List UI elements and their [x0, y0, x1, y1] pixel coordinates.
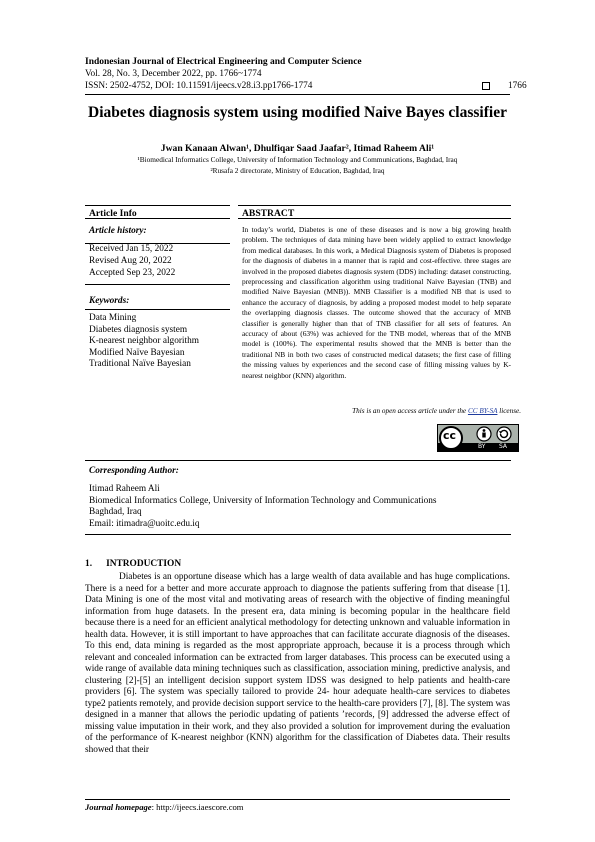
journal-homepage — [85, 802, 244, 812]
cc-by-sa-link[interactable]: CC BY-SA — [467, 407, 498, 415]
history-bottom-rule — [85, 284, 230, 285]
license-note — [242, 407, 521, 415]
keywords-rule — [85, 309, 230, 310]
volume-info: Vol. 28, No. 3, December 2022, pp. 1766~1774 — [85, 69, 262, 79]
revised-date: Revised Aug 20, 2022 — [89, 256, 172, 266]
corresponding-email: Email: itimadra@uoitc.edu.iq — [89, 518, 200, 529]
license-prefix: This is an open access article under the — [352, 407, 468, 415]
affiliation-2: ²Rusafa 2 directorate, Ministry of Education, Baghdad, Iraq — [210, 166, 385, 175]
abstract-top-rule — [238, 205, 511, 206]
corresponding-city: Baghdad, Iraq — [89, 507, 142, 517]
affiliation-1: ¹Biomedical Informatics College, University of Information Technology and Communications, Baghdad, Iraq — [137, 155, 458, 164]
homepage-label: Journal homepage — [85, 802, 152, 812]
introduction-text: Diabetes is an opportune disease which has a large wealth of data available and has huge complications. There is a need for a better and more accurate approach to diagnose the patients suffering from that disease [1]. Data Mining is one of the most vital and motivating areas of research with the objective of finding meaningful information from huge datasets. In the present era, data mining is becoming popular in the healthcare field because there is a need for an efficient analytical methodology for detecting unknown and valuable information in health data. However, it is still important to have approaches that can facilitate accurate diagnosis of the diseases. To this end, data mining is regarded as the most appropriate approach, because it is a process through which relevant and concealed information can be extracted from larger databases. This process can be executed using a wide range of available data mining techniques such as classification, association mining, predictive analysis, and clustering [2]-[5] an intelligent decision support system IDSS was designed to help patients and health-care providers [6]. The system was specially tailored to provide 24- hour adequate health-care services to diabetes type2 patients remotely, and provide decision support service to the health-care providers [7], [8]. The system was designed in a manner that allows the periodic updating of patients ’records, [9] addressed the adverse effect of missing value imputation in their work, and they also provided a solution for improvement during the evaluation of the performance of K-nearest neighbor (KNN) algorithm for the classification of Diabetes data. Their results showed that their — [85, 572, 510, 755]
keyword-item: Traditional Naïve Bayesian — [89, 359, 191, 369]
article-info-heading: Article Info — [89, 208, 137, 219]
paper-title: Diabetes diagnosis system using modified Naive Bayes classifier — [88, 104, 507, 121]
introduction-heading: 1. INTRODUCTION — [85, 559, 182, 569]
homepage-url[interactable]: : http://ijeecs.iaescore.com — [151, 802, 244, 812]
info-bottom-rule — [85, 460, 511, 461]
footer-rule — [85, 799, 510, 800]
journal-name: Indonesian Journal of Electrical Engineering and Computer Science — [85, 57, 362, 67]
keyword-item: Modified Naïve Bayesian — [89, 347, 185, 358]
keyword-item: Data Mining — [89, 313, 137, 323]
corresponding-name: Itimad Raheem Ali — [89, 484, 160, 494]
corresponding-label: Corresponding Author: — [89, 466, 179, 476]
history-label: Article history: — [89, 226, 147, 236]
license-suffix: license. — [497, 407, 521, 415]
page-box-icon — [482, 82, 490, 90]
keywords-label: Keywords: — [89, 296, 130, 306]
accepted-date: Accepted Sep 23, 2022 — [89, 268, 176, 278]
by-text: BY — [478, 443, 486, 450]
keyword-item: Diabetes diagnosis system — [89, 324, 188, 335]
authors: Jwan Kanaan Alwan¹, Dhulfiqar Saad Jaafar², Itimad Raheem Ali¹ — [160, 143, 435, 154]
abstract-text: In today’s world, Diabetes is one of these diseases and is now a big growing health problem. The techniques of data mining have been widely applied to extract knowledge from medical databases. In this work, a Medical Diagnosis system of Diabetes is proposed for the diagnosis of diabetes in a manner that is rapid and cost-effective. three stages are involved in the proposed diabetes diagnosis system (DDS) including: dataset constructing, preprocessing and classification algorithm using traditional Naive Bayesian (TNB) and modified Naive Bayesian (MNB)). MNB Classifier is a modified NB that is used to enhance the accuracy of diagnosis, by adding a proposed modest model to help separate the overlapping diagnosis classes. The outcome showed that the accuracy of MNB classifier is generally higher than that of TNB classifier for all sets of features. An accuracy of about (63%) was achieved for the TNB model, whereas that of the MNB model is (100%). The experimental results showed that the MNB is better than the traditional NB in both two cases of constructed medical datasets; the first case of filling the missing values by experiences and the second case of filling missing values by K-nearest neighbor (KNN) algorithm. — [242, 225, 511, 380]
sa-text: SA — [499, 443, 508, 450]
corresponding-bottom-rule — [85, 534, 511, 535]
cc-by-sa-badge-icon — [437, 424, 519, 452]
article-info-top-rule — [85, 205, 230, 206]
received-date: Received Jan 15, 2022 — [89, 244, 174, 254]
keyword-item: K-nearest neighbor algorithm — [89, 336, 199, 346]
abstract-heading: ABSTRACT — [242, 208, 295, 219]
cc-text: cc — [443, 429, 457, 442]
issn-doi: ISSN: 2502-4752, DOI: 10.11591/ijeecs.v28.i3.pp1766-1774 — [85, 81, 313, 91]
page-number: 1766 — [508, 81, 527, 91]
header-rule — [85, 94, 510, 95]
corresponding-affiliation: Biomedical Informatics College, University of Information Technology and Communications — [89, 495, 437, 506]
